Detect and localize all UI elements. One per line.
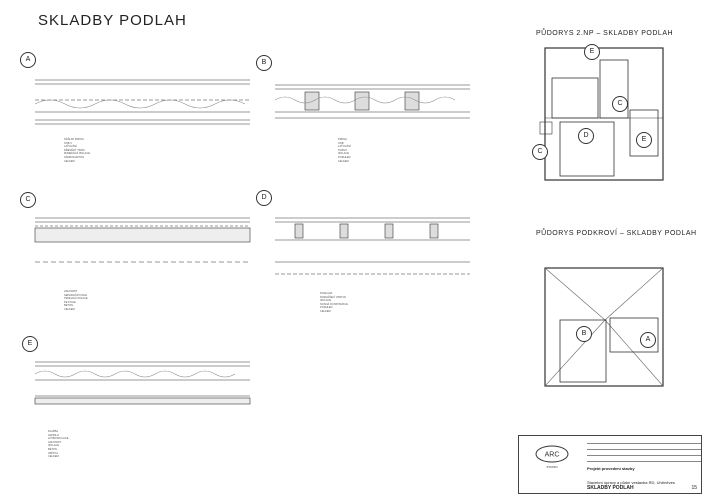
section-label-d: D <box>256 190 272 206</box>
plan-label-c-right: C <box>612 96 628 112</box>
svg-text:ARC: ARC <box>544 451 560 459</box>
section-label-a: A <box>20 52 36 68</box>
section-label-b: B <box>256 55 272 71</box>
titleblock-sheet-number: 15 <box>691 485 697 491</box>
titleblock-project: Stavební úpravy a půdní vestavba RD, Uhříněves <box>587 480 675 485</box>
spec-list-c: ANHYDRIT SEPARAČNÍ FOLIE TEPELNÁ IZOLACE PE FOLIE BETON CELKEM <box>64 290 88 311</box>
plan-title-attic: PŮDORYS PODKROVÍ – SKLADBY PODLAH <box>536 230 697 237</box>
plan-label-e-bottom: E <box>636 132 652 148</box>
titleblock-drawing: SKLADBY PODLAH <box>587 485 634 491</box>
spec-list-b: PRKNA OSB LAŤOVÁNÍ TRÁMY IZOLACE PODHLED CELKEM <box>338 138 351 163</box>
plan-label-b: B <box>576 326 592 342</box>
spec-list-e: DLAŽBA LEPIDLO HYDROIZOLACE ANHYDRIT IZOLACE BETON OMÍTKA CELKEM <box>48 430 69 459</box>
title-block <box>518 435 702 494</box>
plan-label-a: A <box>640 332 656 348</box>
plan-label-c-left: C <box>532 144 548 160</box>
studio-label: STUDIO <box>546 465 558 469</box>
page-title: SKLADBY PODLAH <box>38 12 187 29</box>
section-label-e: E <box>22 336 38 352</box>
section-label-c: C <box>20 192 36 208</box>
titleblock-phase: Projekt provedení stavby <box>587 466 635 471</box>
plan-label-d: D <box>578 128 594 144</box>
studio-logo-icon <box>523 442 581 472</box>
plan-title-2np: PŮDORYS 2.NP – SKLADBY PODLAH <box>536 30 674 37</box>
spec-list-d: PODLAHA ROZNÁŠECÍ VRSTVA IZOLACE NOSNÁ KONSTRUKCE PODHLED CELKEM <box>320 292 348 313</box>
spec-list-a: NÁŠLAP PRKNA OSB 3 LAŤOVÁNÍ DŘEVĚNÝ TRÁM MINERÁLNÍ IZOLACE SÁDROKARTON CELKEM <box>64 138 90 163</box>
plan-label-e-top: E <box>584 44 600 60</box>
